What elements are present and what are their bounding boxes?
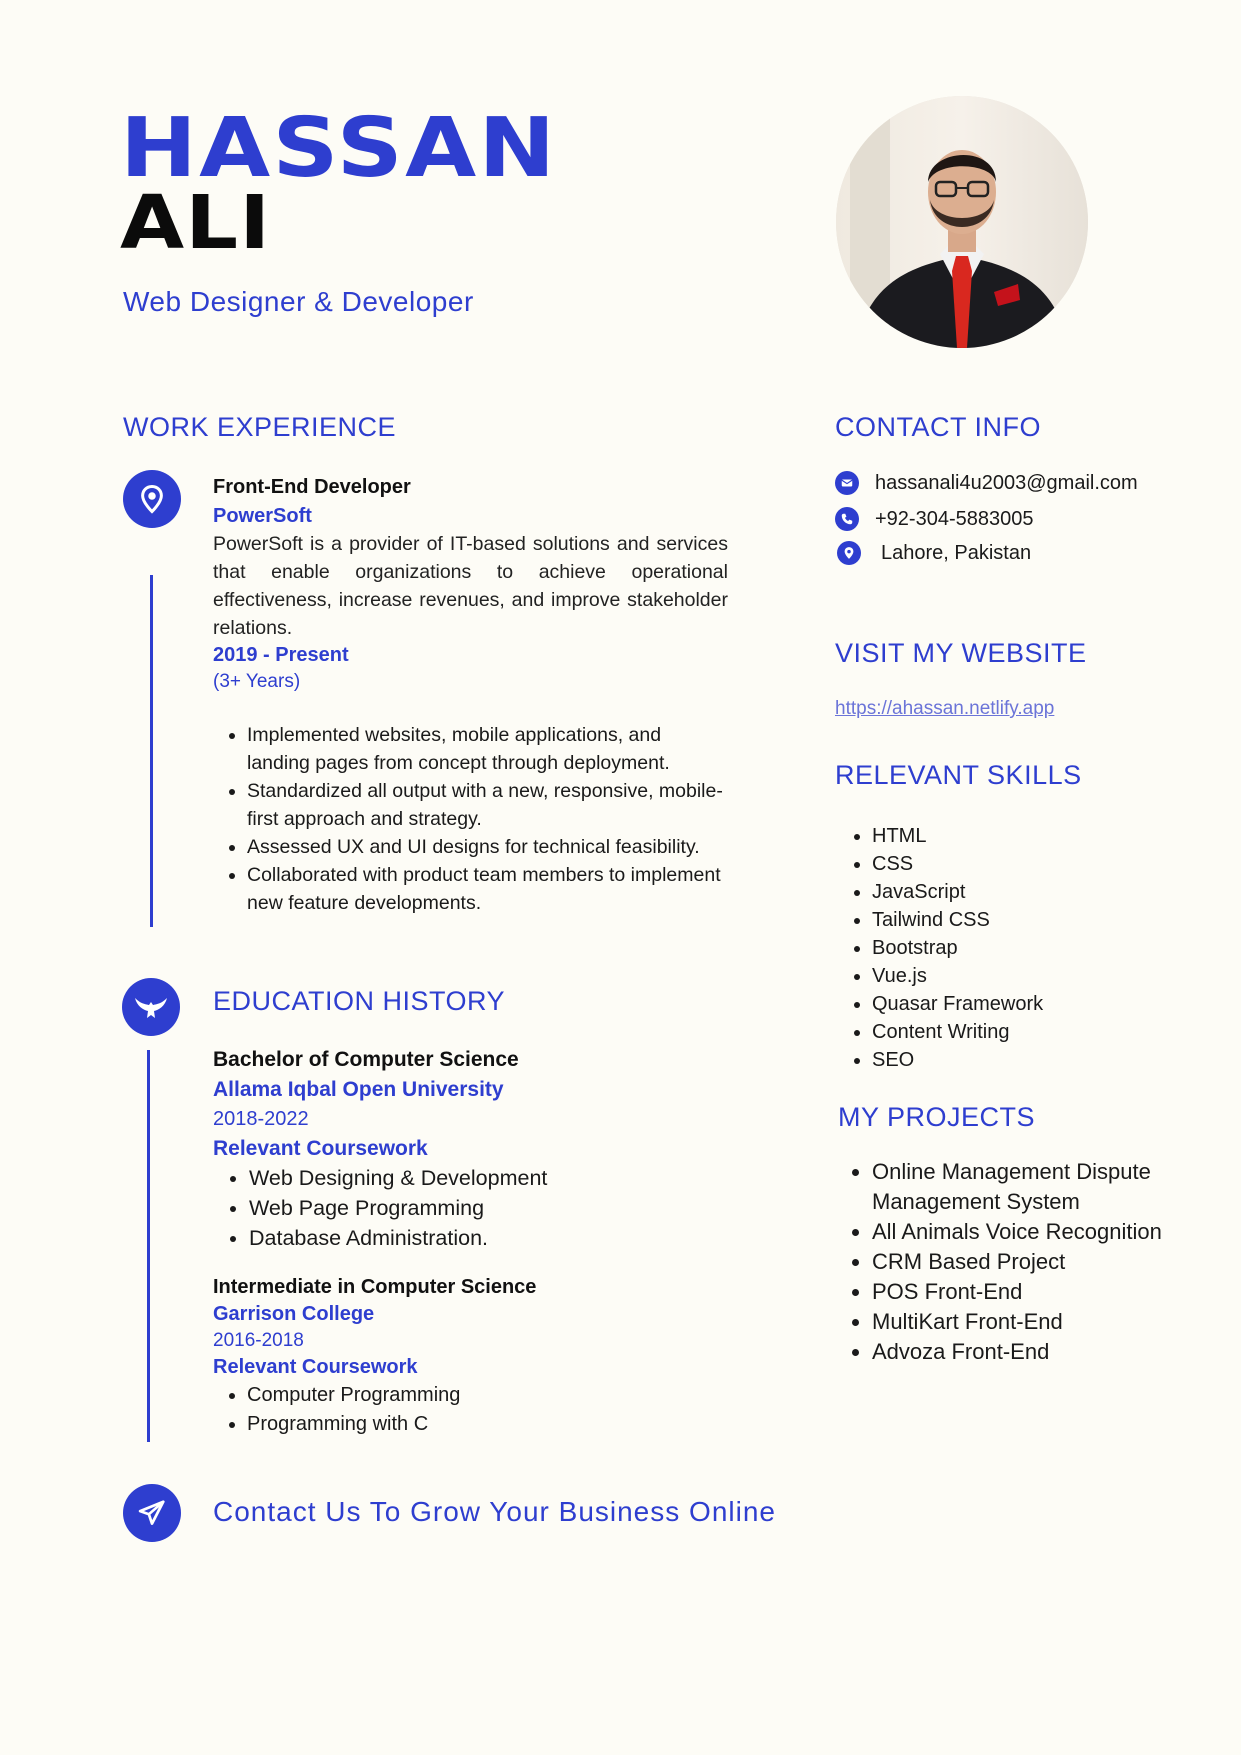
contact-info-heading: CONTACT INFO — [835, 412, 1041, 442]
coursework-list — [213, 1163, 733, 1253]
list-item: • Assessed UX and UI designs for technical feasibility. — [247, 833, 728, 861]
phone-number[interactable]: +92-304-5883005 — [875, 507, 1034, 530]
list-item: • HTML — [872, 822, 1043, 850]
email-row — [835, 471, 1138, 495]
work-bullets — [213, 721, 728, 917]
list-item: • CSS — [872, 850, 1043, 878]
list-item: • SEO — [872, 1046, 1043, 1074]
contact-list — [835, 471, 1138, 565]
timeline-line-work — [150, 575, 153, 927]
email-link[interactable]: hassanali4u2003@gmail.com — [875, 471, 1138, 494]
job-role: Front-End Developer — [213, 476, 411, 498]
coursework-label: Relevant Coursework — [213, 1356, 418, 1378]
list-item: • Quasar Framework — [872, 990, 1043, 1018]
timeline-line-education — [147, 1050, 150, 1442]
education-entry — [213, 1276, 733, 1439]
mail-icon — [835, 471, 859, 495]
education-entry — [213, 1048, 733, 1253]
list-item: • All Animals Voice Recognition — [872, 1217, 1202, 1247]
location-pin-icon — [137, 484, 167, 514]
projects-heading: MY PROJECTS — [838, 1102, 1036, 1132]
list-item: • Database Administration. — [249, 1223, 733, 1253]
list-item: • Content Writing — [872, 1018, 1043, 1046]
list-item: • POS Front-End — [872, 1277, 1202, 1307]
company-name: PowerSoft — [213, 505, 312, 527]
location-icon — [837, 541, 861, 565]
website-heading: VISIT MY WEBSITE — [835, 638, 1087, 668]
location-row — [835, 541, 1138, 565]
list-item: • CRM Based Project — [872, 1247, 1202, 1277]
projects-list — [836, 1157, 1202, 1367]
cta-text: Contact Us To Grow Your Business Online — [213, 1496, 776, 1527]
company-description: PowerSoft is a provider of IT-based solutions and services that enable organizations to achieve operational effectiveness, increase revenues, and improve stakeholder relations. — [213, 533, 728, 639]
list-item: • Programming with C — [247, 1410, 733, 1439]
skills-heading: RELEVANT SKILLS — [835, 760, 1082, 790]
timeline-marker-contact — [123, 1484, 181, 1542]
list-item: • Web Designing & Development — [249, 1163, 733, 1193]
work-period: 2019 - Present — [213, 644, 349, 666]
work-duration: (3+ Years) — [213, 671, 301, 692]
list-item: • Computer Programming — [247, 1381, 733, 1410]
list-item: • Implemented websites, mobile applications, and landing pages from concept through deployment. — [247, 721, 728, 777]
education-years: 2016-2018 — [213, 1330, 304, 1351]
last-name: ALI — [120, 180, 272, 266]
list-item: • Vue.js — [872, 962, 1043, 990]
job-title: Web Designer & Developer — [123, 286, 474, 317]
list-item: • Bootstrap — [872, 934, 1043, 962]
degree-title: Bachelor of Computer Science — [213, 1048, 519, 1071]
profile-photo — [836, 96, 1088, 348]
timeline-marker-work — [123, 470, 181, 528]
website-link[interactable]: https://ahassan.netlify.app — [835, 698, 1055, 719]
work-entry — [213, 476, 728, 917]
education-years: 2018-2022 — [213, 1108, 309, 1130]
degree-title: Intermediate in Computer Science — [213, 1276, 537, 1298]
list-item: • Advoza Front-End — [872, 1337, 1202, 1367]
coursework-label: Relevant Coursework — [213, 1137, 428, 1160]
skills-list — [836, 822, 1043, 1074]
list-item: • MultiKart Front-End — [872, 1307, 1202, 1337]
location-text: Lahore, Pakistan — [881, 541, 1032, 564]
eagle-icon — [133, 992, 169, 1022]
phone-icon — [835, 507, 859, 531]
first-name: HASSAN — [120, 101, 558, 196]
timeline-marker-education — [122, 978, 180, 1036]
work-experience-heading: WORK EXPERIENCE — [123, 412, 397, 442]
portrait-image — [836, 96, 1088, 348]
list-item: • Web Page Programming — [249, 1193, 733, 1223]
school-name: Allama Iqbal Open University — [213, 1078, 504, 1101]
coursework-list — [213, 1381, 733, 1439]
list-item: • JavaScript — [872, 878, 1043, 906]
list-item: • Online Management Dispute Management System — [872, 1157, 1202, 1217]
list-item: • Tailwind CSS — [872, 906, 1043, 934]
school-name: Garrison College — [213, 1303, 375, 1325]
education-heading: EDUCATION HISTORY — [213, 986, 506, 1016]
phone-row — [835, 507, 1138, 531]
list-item: • Collaborated with product team members to implement new feature developments. — [247, 861, 728, 917]
list-item: • Standardized all output with a new, responsive, mobile-first approach and strategy. — [247, 777, 728, 833]
paper-plane-icon — [137, 1498, 167, 1528]
